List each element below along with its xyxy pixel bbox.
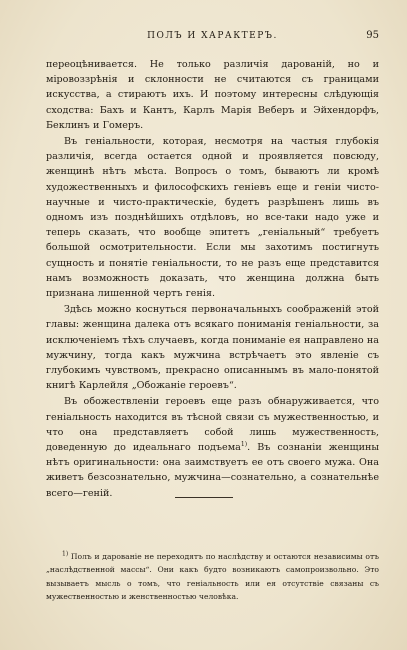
main-text	[46, 57, 379, 502]
footnote-text: Полъ и дарованіе не переходятъ по наслѣдству и остаются независимы отъ „наслѣдственной массы“. Они какъ будто возникаютъ самопроизвольно. Это вызываетъ мысль о томъ, что геніальность или ея отсутствіе связаны съ мужественностью и женственностью человѣка.	[46, 552, 379, 602]
paragraph-3: Здѣсь можно коснуться первоначальныхъ соображеній этой главы: женщина далека отъ всякаго пониманія геніальности, за исключеніемъ тѣхъ случаевъ, когда пониманіе ея направлено на мужчину, тогда какъ мужчина встрѣчаетъ это явленіе съ глубокимъ чувствомъ, прекрасно описаннымъ въ мало-понятой книгѣ Карлейля „Обожаніе героевъ“.	[46, 304, 379, 392]
footnote-reference: 1)	[240, 440, 248, 448]
paragraph-1: переоцѣнивается. Не только различія дарованій, но и міровоззрѣнія и склонности не считаются съ границами искусства, а стираютъ ихъ. И поэтому интересны слѣдующія сходства: Бахъ и Кантъ, Карлъ Марія Веберъ и Эйхендорфъ, Беклинъ и Гомеръ.	[46, 59, 379, 131]
section-divider	[175, 497, 233, 498]
page-header	[46, 29, 379, 43]
paragraph-4	[46, 394, 379, 500]
footnote-marker: 1)	[62, 550, 69, 558]
running-title: ПОЛЪ И ХАРАКТЕРЪ.	[147, 31, 278, 41]
footnote	[46, 550, 379, 604]
paragraph-4-text: Въ обожествленіи героевъ еще разъ обнаруживается, что геніальность находится въ тѣсной связи съ мужественностью, и что она представляетъ собой лишь мужественность, доведенную до идеальнаго подъема	[46, 396, 379, 454]
page-number: 95	[366, 30, 379, 41]
paragraph-4-continuation: Въ сознаніи женщины нѣтъ оригинальности: она заимствуетъ ее отъ своего мужа. Она живетъ безсознательно, мужчина—сознательно, а сознательнѣе всего—геній.	[46, 442, 380, 499]
paragraph-4-tail: .	[247, 442, 251, 454]
paragraph-2: Въ геніальности, которая, несмотря на частыя глубокія различія, всегда остается одной и проявляется повсюду, женщинѣ нѣтъ мѣста. Вопросъ о томъ, бываютъ ли кромѣ художественныхъ и философскихъ геніевъ еще и геніи чисто-научные и чисто-практическіе, будетъ разрѣшенъ лишь въ одномъ изъ позднѣйшихъ отдѣловъ, но все-таки надо уже и теперь сказать, что вообще эпитетъ „геніальный“ требуетъ большой осмотрительности. Если мы захотимъ постигнуть сущность и понятіе геніальности, то не разъ еще представится намъ возможность доказать, что женщина должна быть признана лишенной чертъ генія.	[46, 136, 379, 300]
